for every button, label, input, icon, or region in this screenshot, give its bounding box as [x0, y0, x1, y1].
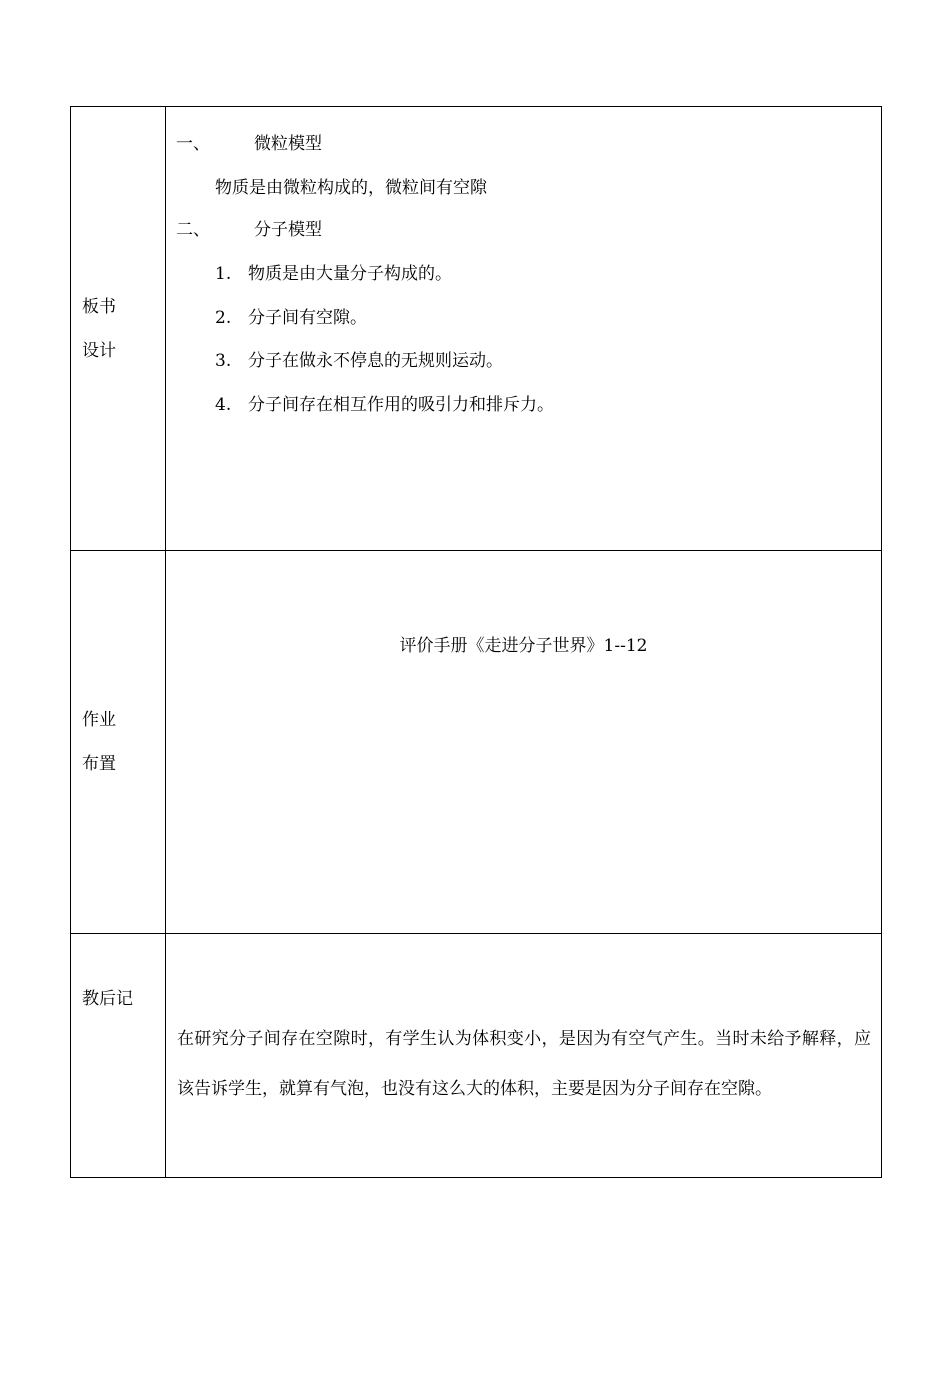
section-2-title: 分子模型	[254, 220, 322, 240]
homework-content-cell	[166, 551, 882, 934]
section-1-title: 微粒模型	[254, 134, 322, 154]
board-design-row	[71, 107, 882, 551]
homework-label-cell	[71, 551, 166, 934]
point-3-text: 分子在做永不停息的无规则运动。	[248, 351, 503, 371]
reflection-text: 在研究分子间存在空隙时，有学生认为体积变小，是因为有空气产生。当时未给予解释，应该告诉学生，就算有气泡，也没有这么大的体积，主要是因为分子间存在空隙。	[177, 1029, 871, 1099]
reflection-label: 教后记	[82, 989, 133, 1009]
reflection-label-cell	[71, 934, 166, 1178]
reflection-content-cell	[166, 934, 882, 1178]
homework-label-line2: 布置	[82, 754, 116, 774]
point-4-number: 4.	[215, 395, 232, 415]
homework-assignment: 评价手册《走进分子世界》1--12	[399, 636, 648, 656]
board-design-label-line1: 板书	[82, 296, 116, 317]
point-2-number: 2.	[215, 308, 232, 328]
board-design-label-cell	[71, 107, 166, 551]
lesson-plan-table	[70, 106, 882, 1178]
point-2-text: 分子间有空隙。	[248, 308, 367, 328]
reflection-content	[166, 934, 881, 1177]
homework-label-line1: 作业	[82, 710, 116, 730]
point-1-number: 1.	[215, 264, 232, 284]
point-3-number: 3.	[215, 351, 232, 371]
point-1-text: 物质是由大量分子构成的。	[248, 264, 452, 284]
reflection-row	[71, 934, 882, 1178]
board-design-label-line2: 设计	[82, 340, 116, 361]
section-1-number: 一、	[176, 134, 210, 154]
point-4-text: 分子间存在相互作用的吸引力和排斥力。	[248, 395, 554, 415]
homework-content	[166, 551, 881, 933]
board-design-content-cell	[166, 107, 882, 551]
section-2-number: 二、	[176, 220, 210, 240]
reflection-label-wrap	[71, 934, 165, 1177]
board-design-content	[166, 107, 881, 550]
homework-row	[71, 551, 882, 934]
section-1-body: 物质是由微粒构成的，微粒间有空隙	[215, 178, 487, 198]
